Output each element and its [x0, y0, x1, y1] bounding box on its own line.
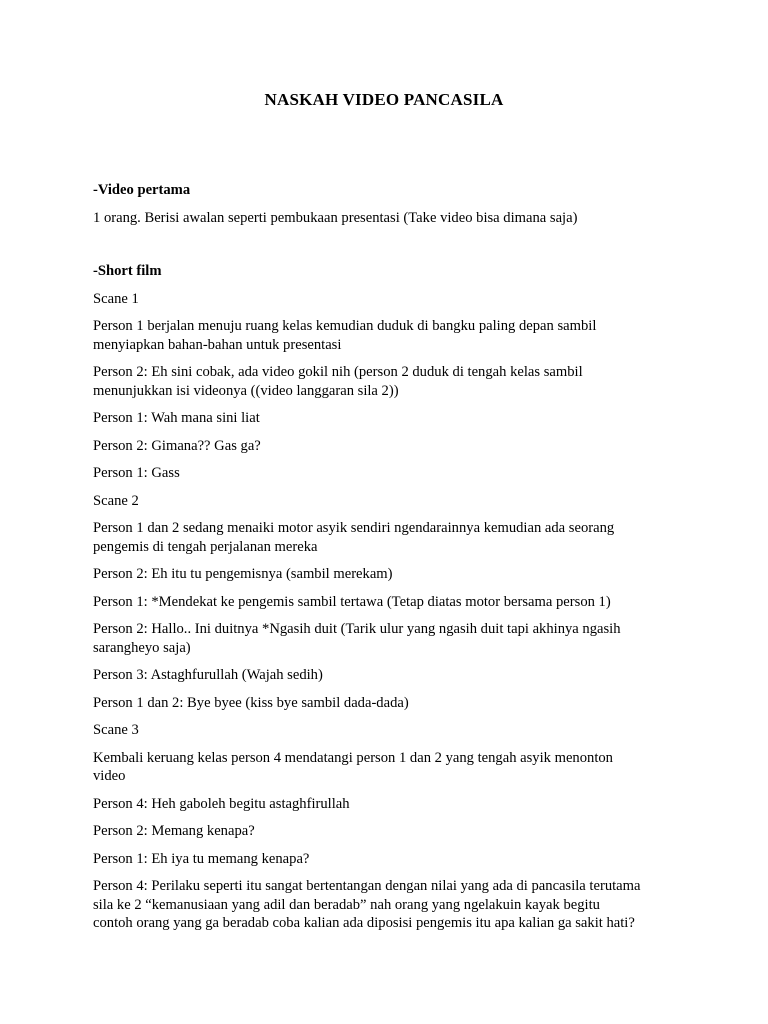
paragraph: Scane 2: [93, 492, 139, 509]
document-title: NASKAH VIDEO PANCASILA: [264, 90, 504, 109]
paragraph: Person 2: Hallo.. Ini duitnya *Ngasih duit (Tarik ulur yang ngasih duit tapi akhinya ngasih sarangheyo saja): [93, 621, 621, 656]
paragraph: Person 2: Memang kenapa?: [93, 823, 255, 839]
paragraph: -Short film: [93, 263, 162, 279]
paragraph: Person 2: Eh sini cobak, ada video gokil nih (person 2 duduk di tengah kelas sambil menunjukkan isi videonya ((video langgaran sila 2)): [93, 364, 583, 399]
paragraph: Person 3: Astaghfurullah (Wajah sedih): [93, 667, 323, 683]
paragraph: Scane 1: [93, 290, 139, 307]
paragraph: Person 1 berjalan menuju ruang kelas kemudian duduk di bangku paling depan sambil menyiapkan bahan-bahan untuk presentasi: [93, 318, 597, 353]
paragraph: Person 1: Eh iya tu memang kenapa?: [93, 850, 310, 867]
paragraph: Person 1: Wah mana sini liat: [93, 410, 260, 426]
paragraph: Scane 3: [93, 722, 139, 738]
paragraph: Person 1: *Mendekat ke pengemis sambil tertawa (Tetap diatas motor bersama person 1): [93, 593, 611, 610]
paragraph: Person 1: Gass: [93, 465, 180, 481]
paragraph: Person 1 dan 2 sedang menaiki motor asyik sendiri ngendarainnya kemudian ada seorang pengemis di tengah perjalanan mereka: [93, 520, 615, 555]
paragraph: Person 2: Gimana?? Gas ga?: [93, 437, 261, 454]
paragraph: 1 orang. Berisi awalan seperti pembukaan presentasi (Take video bisa dimana saja): [93, 209, 578, 226]
paragraph: Person 4: Perilaku seperti itu sangat bertentangan dengan nilai yang ada di pancasila terutama sila ke 2 “kemanusiaan yang adil dan beradab” nah orang yang ngelakuin kayak begitu contoh orang yang ga beradab coba kalian ada diposisi pengemis itu apa kalian ga sakit hati?: [93, 878, 641, 931]
paragraph: Person 1 dan 2: Bye byee (kiss bye sambil dada-dada): [93, 694, 409, 711]
paragraph: Kembali keruang kelas person 4 mendatangi person 1 dan 2 yang tengah asyik menonton video: [93, 749, 613, 784]
paragraph: -Video pertama: [93, 182, 191, 198]
paragraph: Person 2: Eh itu tu pengemisnya (sambil merekam): [93, 566, 393, 582]
paragraph: Person 4: Heh gaboleh begitu astaghfirullah: [93, 795, 350, 812]
document-body: [93, 172, 693, 933]
